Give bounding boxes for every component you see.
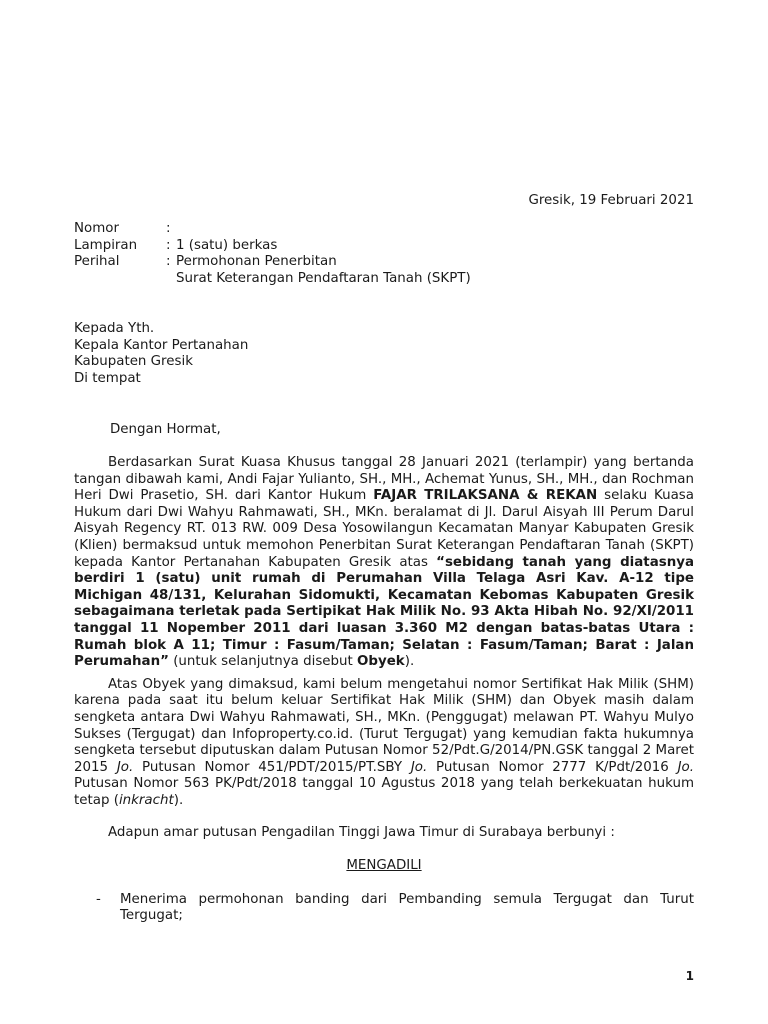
text-run: Putusan Nomor 451/PDT/2015/PT.SBY [133, 759, 411, 775]
meta-value [176, 221, 694, 238]
text-run: Putusan Nomor 2777 K/Pdt/2016 [427, 759, 678, 775]
meta-row-lampiran [74, 238, 694, 255]
letter-body [74, 455, 694, 925]
text-run: Berdasarkan Surat Kuasa Khusus tanggal 28 Januari 2021 (terlampir) yang bertanda tangan dibawah kami, Andi Fajar Yulianto, SH., MH., Achemat Yunus, SH., MH., dan Rochman Heri Dwi Prasetio, SH. dari Kantor Hukum [74, 455, 694, 504]
letter-meta [74, 221, 694, 287]
recipient-block [74, 321, 248, 387]
meta-sep: : [166, 254, 171, 270]
meta-key: Perihal [74, 254, 120, 270]
bold-run: Obyek [357, 654, 405, 670]
meta-key: Lampiran [74, 237, 138, 253]
list-bullet: - [96, 891, 101, 907]
text-run: (untuk selanjutnya disebut [168, 654, 358, 670]
recipient-line: Kepada Yth. [74, 321, 155, 336]
meta-row-nomor [74, 221, 694, 238]
meta-key [74, 271, 166, 288]
greeting: Dengan Hormat, [110, 422, 221, 437]
paragraph-2 [74, 677, 694, 810]
paragraph-1 [74, 455, 694, 671]
meta-sep [166, 271, 176, 288]
list-item [74, 892, 694, 925]
italic-run: inkracht [118, 792, 174, 808]
document-page [74, 0, 694, 1024]
meta-row-perihal-cont [74, 271, 694, 288]
meta-value: Surat Keterangan Pendaftaran Tanah (SKPT) [176, 270, 471, 286]
list-item-text: Menerima permohonan banding dari Pembanding semula Tergugat dan Turut Tergugat; [120, 891, 694, 924]
meta-sep: : [166, 221, 171, 236]
text-run: ). [173, 792, 184, 808]
bold-run: FAJAR TRILAKSANA & REKAN [373, 488, 598, 504]
recipient-line: Kabupaten Gresik [74, 354, 193, 370]
section-heading-mengadili: MENGADILI [346, 858, 422, 874]
italic-run: Jo. [116, 759, 134, 775]
paragraph-3: Adapun amar putusan Pengadilan Tinggi Jawa Timur di Surabaya berbunyi : [108, 825, 615, 841]
meta-key: Nomor [74, 221, 119, 236]
italic-run: Jo. [410, 759, 428, 775]
recipient-line: Di tempat [74, 370, 141, 386]
text-run: ). [404, 654, 415, 670]
meta-value: 1 (satu) berkas [176, 237, 278, 253]
page-number: 1 [685, 969, 694, 983]
letter-date: Gresik, 19 Februari 2021 [528, 193, 694, 208]
meta-row-perihal [74, 254, 694, 271]
meta-value: Permohonan Penerbitan [176, 254, 337, 270]
text-run: Atas Obyek yang dimaksud, kami belum mengetahui nomor Sertifikat Hak Milik (SHM) karena pada saat itu belum keluar Sertifikat Hak Milik (SHM) dan Obyek masih dalam sengketa antara Dwi Wahyu Rahmawati, SH., MKn. (Penggugat) melawan PT. Wahyu Mulyo Sukses (Tergugat) dan Infoproperty.co.id. (Turut Tergugat) yang kemudian fakta hukumnya sengketa tersebut diputuskan dalam Putusan Nomor 52/Pdt.G/2014/PN.GSK tanggal 2 Maret 2015 [74, 676, 694, 775]
recipient-line: Kepala Kantor Pertanahan [74, 337, 249, 353]
text-run: selaku Kuasa Hukum dari Dwi Wahyu Rahmawati, SH., MKn. beralamat di Jl. Darul Aisyah III Perum Darul Aisyah Regency RT. 013 RW. 009 Desa Yosowilangun Kecamatan Manyar Kabupaten Gresik (Klien) bermaksud untuk memohon Penerbitan Surat Keterangan Pendaftaran Tanah (SKPT) kepada Kantor Pertanahan Kabupaten Gresik atas [74, 488, 694, 570]
bold-run: “sebidang tanah yang diatasnya berdiri 1 (satu) unit rumah di Perumahan Villa Telaga Asri Kav. A-12 tipe Michigan 48/131, Kelurahan Sidomukti, Kecamatan Kebomas Kabupaten Gresik sebagaimana terletak pada Sertipikat Hak Milik No. 93 Akta Hibah No. 92/XI/2011 tanggal 11 Nopember 2011 dari luasan 3.360 M2 dengan batas-batas Utara : Rumah blok A 11; Timur : Fasum/Taman; Selatan : Fasum/Taman; Barat : Jalan Perumahan” [74, 554, 694, 670]
text-run: Putusan Nomor 563 PK/Pdt/2018 tanggal 10 Agustus 2018 yang telah berkekuatan hukum tetap ( [74, 776, 694, 808]
meta-sep: : [166, 237, 171, 253]
italic-run: Jo. [677, 759, 694, 775]
